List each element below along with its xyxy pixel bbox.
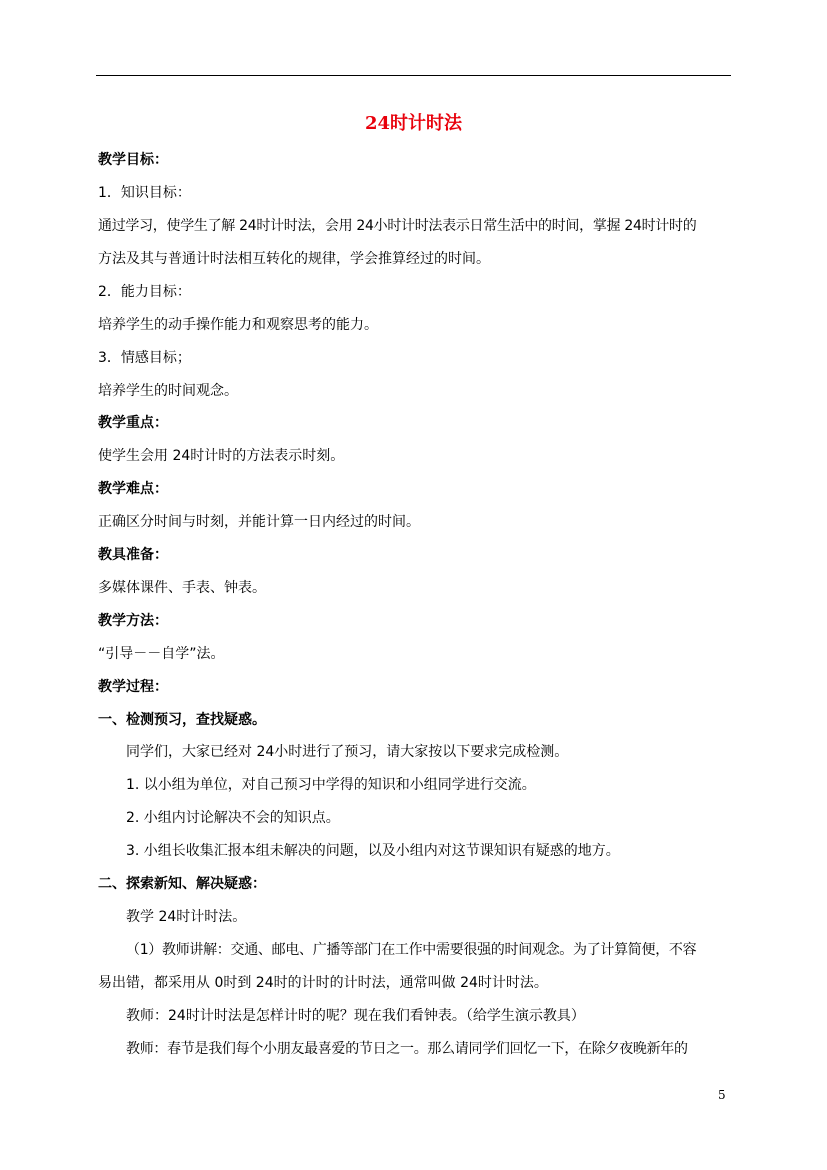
paragraph-line: 方法及其与普通计时法相互转化的规律，学会推算经过的时间。 (98, 251, 490, 267)
knowledge-goal-label: 1．知识目标： (98, 185, 191, 201)
paragraph-line: 培养学生的时间观念。 (98, 383, 238, 399)
heading-teaching-process: 教学过程： (98, 679, 168, 695)
list-item: 3. 小组长收集汇报本组未解决的问题，以及小组内对这节课知识有疑惑的地方。 (126, 843, 620, 859)
section-heading-1: 一、检测预习，查找疑惑。 (98, 712, 266, 728)
ability-goal-label: 2．能力目标： (98, 284, 191, 300)
page-number: 5 (718, 1088, 726, 1102)
heading-teaching-method: 教学方法： (98, 613, 168, 629)
paragraph-line: 通过学习，使学生了解 24时计时法，会用 24小时计时法表示日常生活中的时间，掌握 24时计时的 (98, 218, 697, 234)
paragraph-line: 同学们，大家已经对 24小时进行了预习，请大家按以下要求完成检测。 (126, 744, 569, 760)
paragraph-line: 正确区分时间与时刻，并能计算一日内经过的时间。 (98, 514, 420, 530)
paragraph-line: 教师：春节是我们每个小朋友最喜爱的节日之一。那么请同学们回忆一下，在除夕夜晚新年的 (126, 1041, 688, 1057)
heading-teaching-aids: 教具准备： (98, 547, 168, 563)
header-rule (96, 75, 731, 76)
heading-key-points: 教学重点： (98, 415, 168, 431)
section-heading-2: 二、探索新知、解决疑惑： (98, 876, 266, 892)
paragraph-line: 教师：24时计时法是怎样计时的呢？现在我们看钟表。（给学生演示教具） (126, 1008, 585, 1024)
paragraph-line: 多媒体课件、手表、钟表。 (98, 580, 266, 596)
paragraph-line: 教学 24时计时法。 (126, 909, 247, 925)
list-item: 1. 以小组为单位，对自己预习中学得的知识和小组同学进行交流。 (126, 777, 536, 793)
list-item: 2. 小组内讨论解决不会的知识点。 (126, 810, 340, 826)
paragraph-line: 培养学生的动手操作能力和观察思考的能力。 (98, 317, 378, 333)
document-title: 24时计时法 (364, 113, 463, 134)
paragraph-line: 易出错，都采用从 0时到 24时的计时的计时法，通常叫做 24时计时法。 (98, 975, 548, 991)
paragraph-line: 使学生会用 24时计时的方法表示时刻。 (98, 448, 345, 464)
heading-difficulties: 教学难点： (98, 481, 168, 497)
paragraph-line: （1）教师讲解：交通、邮电、广播等部门在工作中需要很强的时间观念。为了计算简便，不容 (126, 942, 697, 958)
heading-teaching-goals: 教学目标： (98, 152, 168, 168)
emotion-goal-label: 3．情感目标； (98, 350, 191, 366)
paragraph-line: “引导－－自学”法。 (98, 646, 225, 662)
